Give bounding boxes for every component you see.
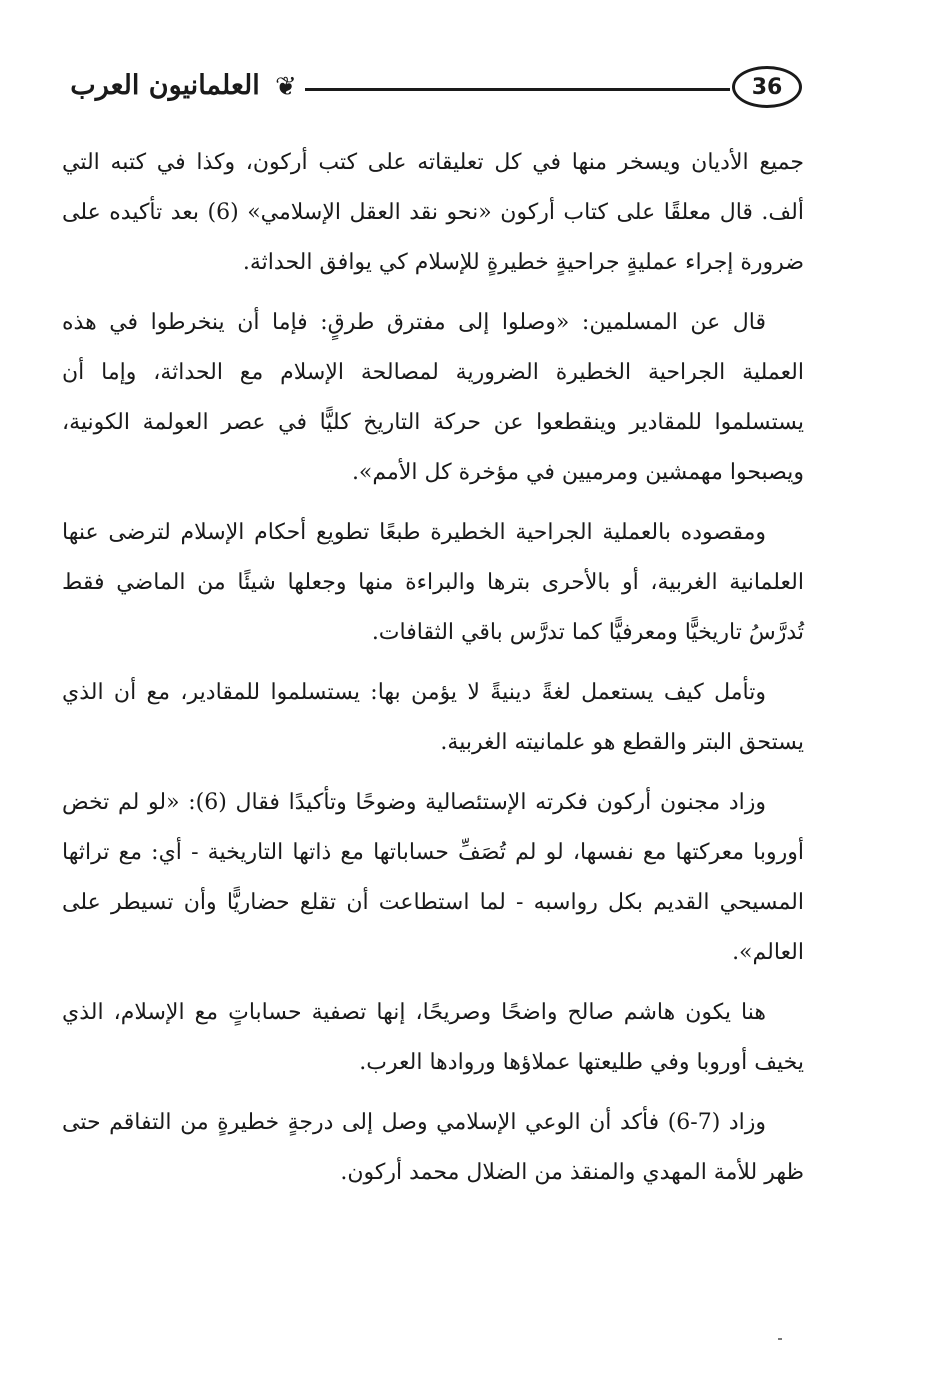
scan-speck [778,1338,782,1340]
page-number: 36 [732,66,802,108]
page-header [60,66,872,120]
book-title: العلمانيون العرب [70,70,260,101]
paragraph: وزاد مجنون أركون فكرته الإستئصالية وضوحًا وتأكيدًا فقال (6): «لو لم تخض أوروبا معركتها مع نفسها، لو لم تُصَفِّ حساباتها مع ذاتها التاريخية - أي: مع تراثها المسيحي القديم بكل رواسبه - لما استطاعت أن تقلع حضاريًّا وأن تسيطر على العالم». [62,790,804,965]
paragraph: وتأمل كيف يستعمل لغةً دينيةً لا يؤمن بها: يستسلموا للمقادير، مع أن الذي يستحق البتر والقطع هو علمانيته الغربية. [62,680,804,755]
paragraph: ومقصوده بالعملية الجراحية الخطيرة طبعًا تطويع أحكام الإسلام لترضى عنها العلمانية الغربية، أو بالأحرى بترها والبراءة منها وجعلها شيئًا من الماضي فقط تُدرَّسُ تاريخيًّا ومعرفيًّا كما تدرَّس باقي الثقافات. [62,520,804,645]
page-body [62,138,804,1208]
floral-ornament-icon: ❦ [275,72,297,102]
paragraph: وزاد (7-6) فأكد أن الوعي الإسلامي وصل إلى درجةٍ خطيرةٍ من التفاقم حتى ظهر للأمة المهدي والمنقذ من الضلال محمد أركون. [62,1110,804,1185]
header-rule [305,88,730,91]
paragraph: جميع الأديان ويسخر منها في كل تعليقاته على كتب أركون، وكذا في كتبه التي ألف. قال معلقًا على كتاب أركون «نحو نقد العقل الإسلامي» (6) بعد تأكيده على ضرورة إجراء عمليةٍ جراحيةٍ خطيرةٍ للإسلام كي يوافق الحداثة. [62,150,804,275]
paragraph: قال عن المسلمين: «وصلوا إلى مفترق طرقٍ: فإما أن ينخرطوا في هذه العملية الجراحية الخطيرة الضرورية لمصالحة الإسلام مع الحداثة، وإما أن يستسلموا للمقادير وينقطعوا عن حركة التاريخ كليًّا في عصر العولمة الكونية، ويصبحوا مهمشين ومرميين في مؤخرة كل الأمم». [62,310,804,485]
paragraph: هنا يكون هاشم صالح واضحًا وصريحًا، إنها تصفية حساباتٍ مع الإسلام، الذي يخيف أوروبا وفي طليعتها عملاؤها وروادها العرب. [62,1000,804,1075]
